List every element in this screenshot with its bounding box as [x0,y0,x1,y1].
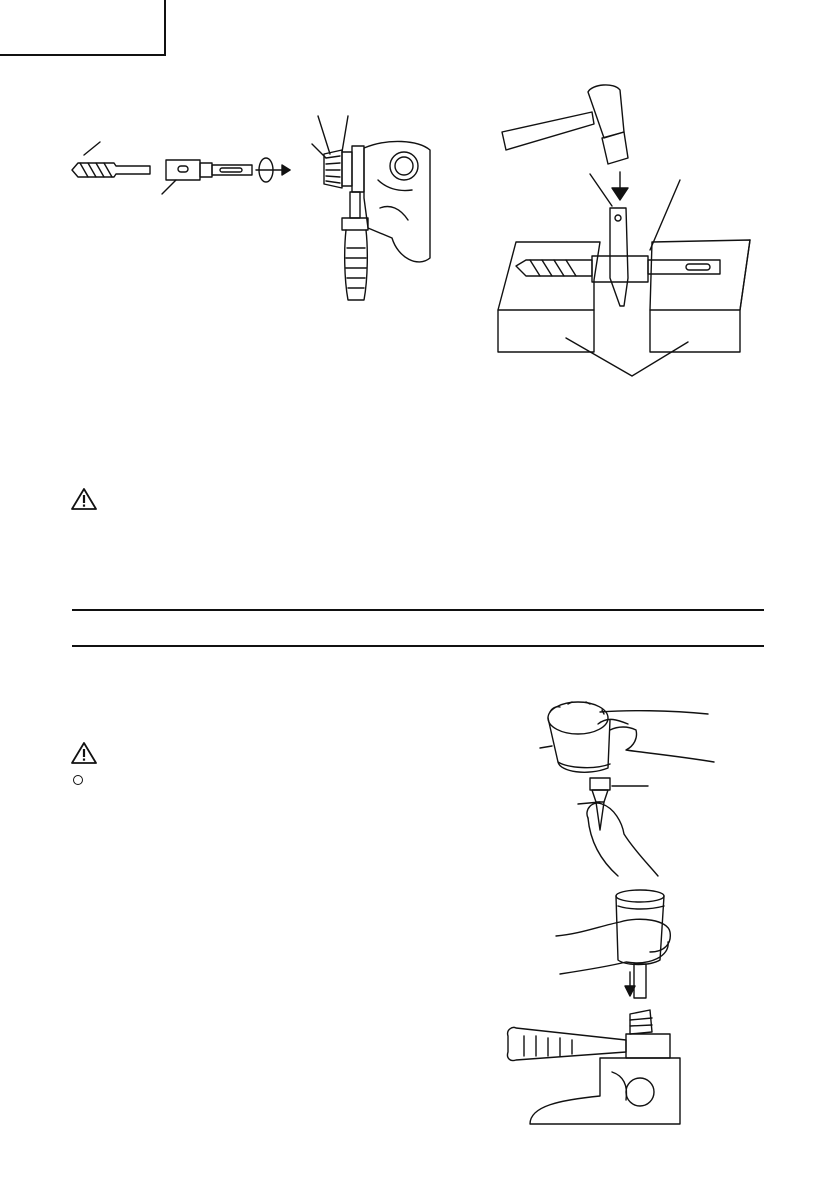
core-bit-drawing [616,890,664,998]
drill-bit-adapter-drawing [516,208,720,306]
figure-cotter-removal [496,82,758,382]
section-rule-top [72,609,764,611]
circle-bullet-icon [73,775,83,785]
core-bit-drawing [540,702,610,772]
figure-drill-bit-adapter-installation [68,108,430,313]
figure-core-bit-mounting [500,886,680,1126]
adapter-drawing [162,160,252,194]
warning-triangle-icon [71,488,97,510]
figure-core-bit-center-pin [538,690,728,880]
arrow-down-icon [590,172,680,250]
section-rule-bottom [72,645,764,647]
rotary-hammer-drawing [507,1010,680,1124]
hand-drawing [598,711,714,762]
warning-triangle-icon [71,742,97,764]
hands-drawing [556,919,670,974]
rotary-hammer-drawing [312,116,430,300]
hammer-drawing [502,85,628,164]
drill-bit-drawing [72,142,150,177]
rotation-arrow-icon [256,158,290,182]
language-tab [0,0,166,56]
